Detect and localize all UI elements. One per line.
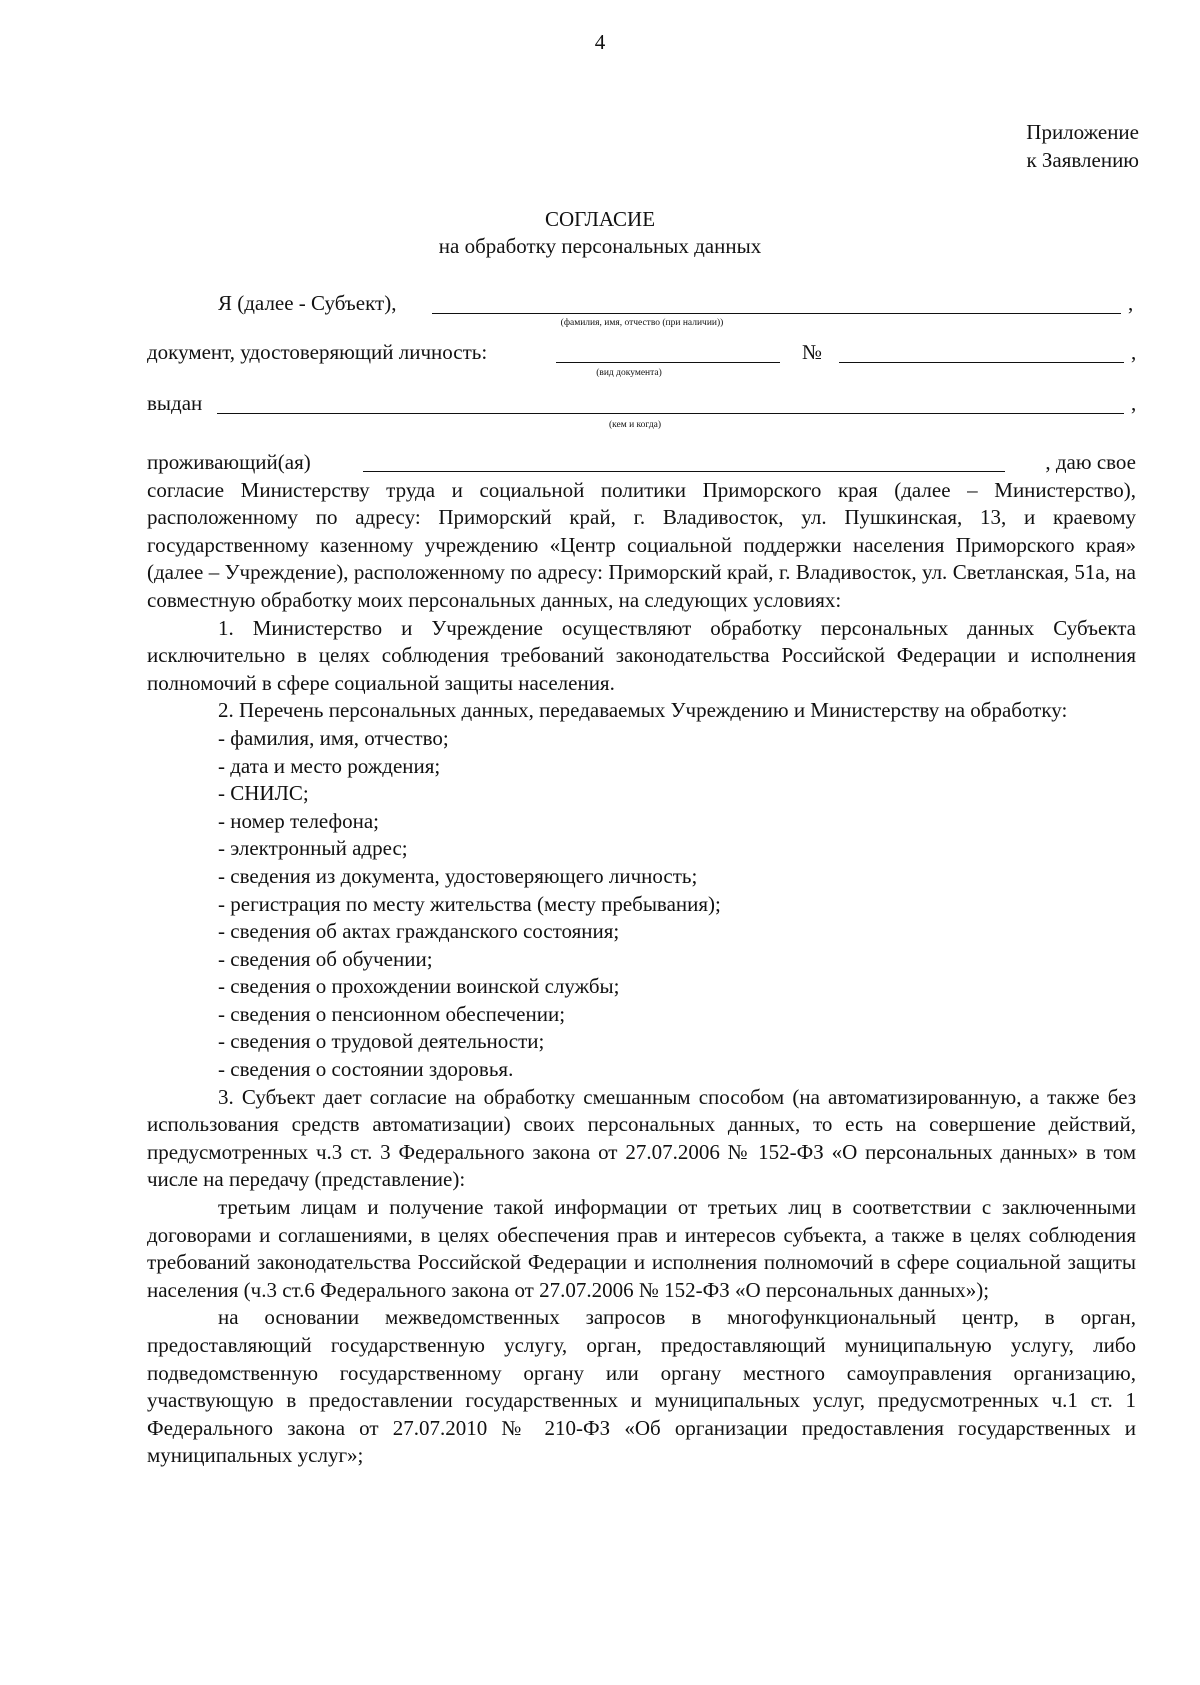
list-item: - сведения из документа, удостоверяющего личность; (218, 863, 698, 888)
issued-field[interactable] (217, 413, 1124, 414)
list-item: - СНИЛС; (218, 781, 309, 806)
residing-tail: , даю свое (1045, 450, 1136, 474)
list-item: - фамилия, имя, отчество; (218, 725, 449, 750)
paragraph-4: третьим лицам и получение такой информации от третьих лиц в соответствии с заключенными договорами и соглашениями, в целях обеспечения прав и интересов субъекта, а также в целях соблюдения требований законодательства Российской Федерации и исполнения полномочий в сфере социальной защиты населения (ч.3 ст.6 Федерального закона от 27.07.2006 № 152-ФЗ «О персональных данных»); (147, 1195, 1136, 1302)
residing-field[interactable] (363, 471, 1005, 472)
consent-body (147, 449, 1136, 1470)
list-item: - дата и место рождения; (218, 753, 441, 778)
residing-label: проживающий(ая) (147, 450, 311, 474)
list-item: - сведения о состоянии здоровья. (218, 1057, 514, 1082)
list-item: - сведения об обучении; (218, 946, 433, 971)
paragraph-5: на основании межведомственных запросов в многофункциональный центр, в орган, предоставляющий государственную услугу, орган, предоставляющий муниципальную услугу, либо подведомственную государственному органу или органу местного самоуправления организацию, участвующую в предоставлении государственных и муниципальных услуг, предусмотренных ч.1 ст. 1 Федерального закона от 27.07.2010 № 210-ФЗ «Об организации предоставления государственных и муниципальных услуг»; (147, 1305, 1136, 1468)
appendix-line-1: Приложение (1026, 120, 1139, 144)
appendix-line-2: к Заявлению (1026, 148, 1139, 172)
residing-line (147, 449, 1136, 477)
doc-type-field[interactable] (556, 362, 780, 363)
list-item: - сведения об актах гражданского состояния; (218, 919, 620, 944)
page-number: 4 (594, 30, 606, 54)
title-sub: на обработку персональных данных (438, 234, 762, 258)
issued-hint: (кем и когда) (608, 420, 662, 430)
subject-hint: (фамилия, имя, отчество (при наличии)) (560, 318, 724, 328)
number-label: № (802, 340, 823, 364)
id-document-row (147, 339, 1136, 369)
comma: , (1131, 340, 1137, 364)
list-item: - номер телефона; (218, 808, 379, 833)
list-item: - сведения о пенсионном обеспечении; (218, 1001, 566, 1026)
doc-hint: (вид документа) (596, 368, 662, 378)
title-main: СОГЛАСИЕ (544, 207, 656, 231)
doc-number-field[interactable] (839, 362, 1124, 363)
list-item: - сведения о трудовой деятельности; (218, 1029, 545, 1054)
subject-name-row (147, 290, 1136, 320)
subject-label: Я (далее - Субъект), (218, 291, 397, 315)
intro-paragraph: согласие Министерству труда и социальной политики Приморского края (далее – Министерство), расположенному по адресу: Приморский край, г. Владивосток, ул. Пушкинская, 13, и краевому государственному казенному учреждению «Центр социальной поддержки населения Приморского края» (далее – Учреждение), расположенному по адресу: Приморский край, г. Владивосток, ул. Светланская, 51а, на совместную обработку моих персональных данных, на следующих условиях: (147, 477, 1136, 612)
paragraph-2: 2. Перечень персональных данных, передаваемых Учреждению и Министерству на обработку: (218, 698, 1068, 723)
paragraph-1: 1. Министерство и Учреждение осуществляют обработку персональных данных Субъекта исключительно в целях соблюдения требований законодательства Российской Федерации и исполнения полномочий в сфере социальной защиты населения. (147, 615, 1136, 695)
appendix-note (1026, 118, 1139, 174)
issued-label: выдан (147, 391, 203, 415)
comma: , (1128, 291, 1134, 315)
document-title (0, 206, 1200, 260)
doc-label: документ, удостоверяющий личность: (147, 340, 488, 364)
paragraph-3: 3. Субъект дает согласие на обработку смешанным способом (на автоматизированную, а также без использования средств автоматизации) своих персональных данных, то есть на совершение действий, предусмотренных ч.3 ст. 3 Федерального закона от 27.07.2006 № 152-ФЗ «О персональных данных» в том числе на передачу (представление): (147, 1084, 1136, 1192)
issued-row (147, 390, 1136, 420)
list-item: - сведения о прохождении воинской службы; (218, 974, 620, 999)
subject-name-field[interactable] (432, 313, 1121, 314)
list-item: - регистрация по месту жительства (месту пребывания); (218, 891, 721, 916)
list-item: - электронный адрес; (218, 836, 408, 861)
comma: , (1131, 391, 1137, 415)
